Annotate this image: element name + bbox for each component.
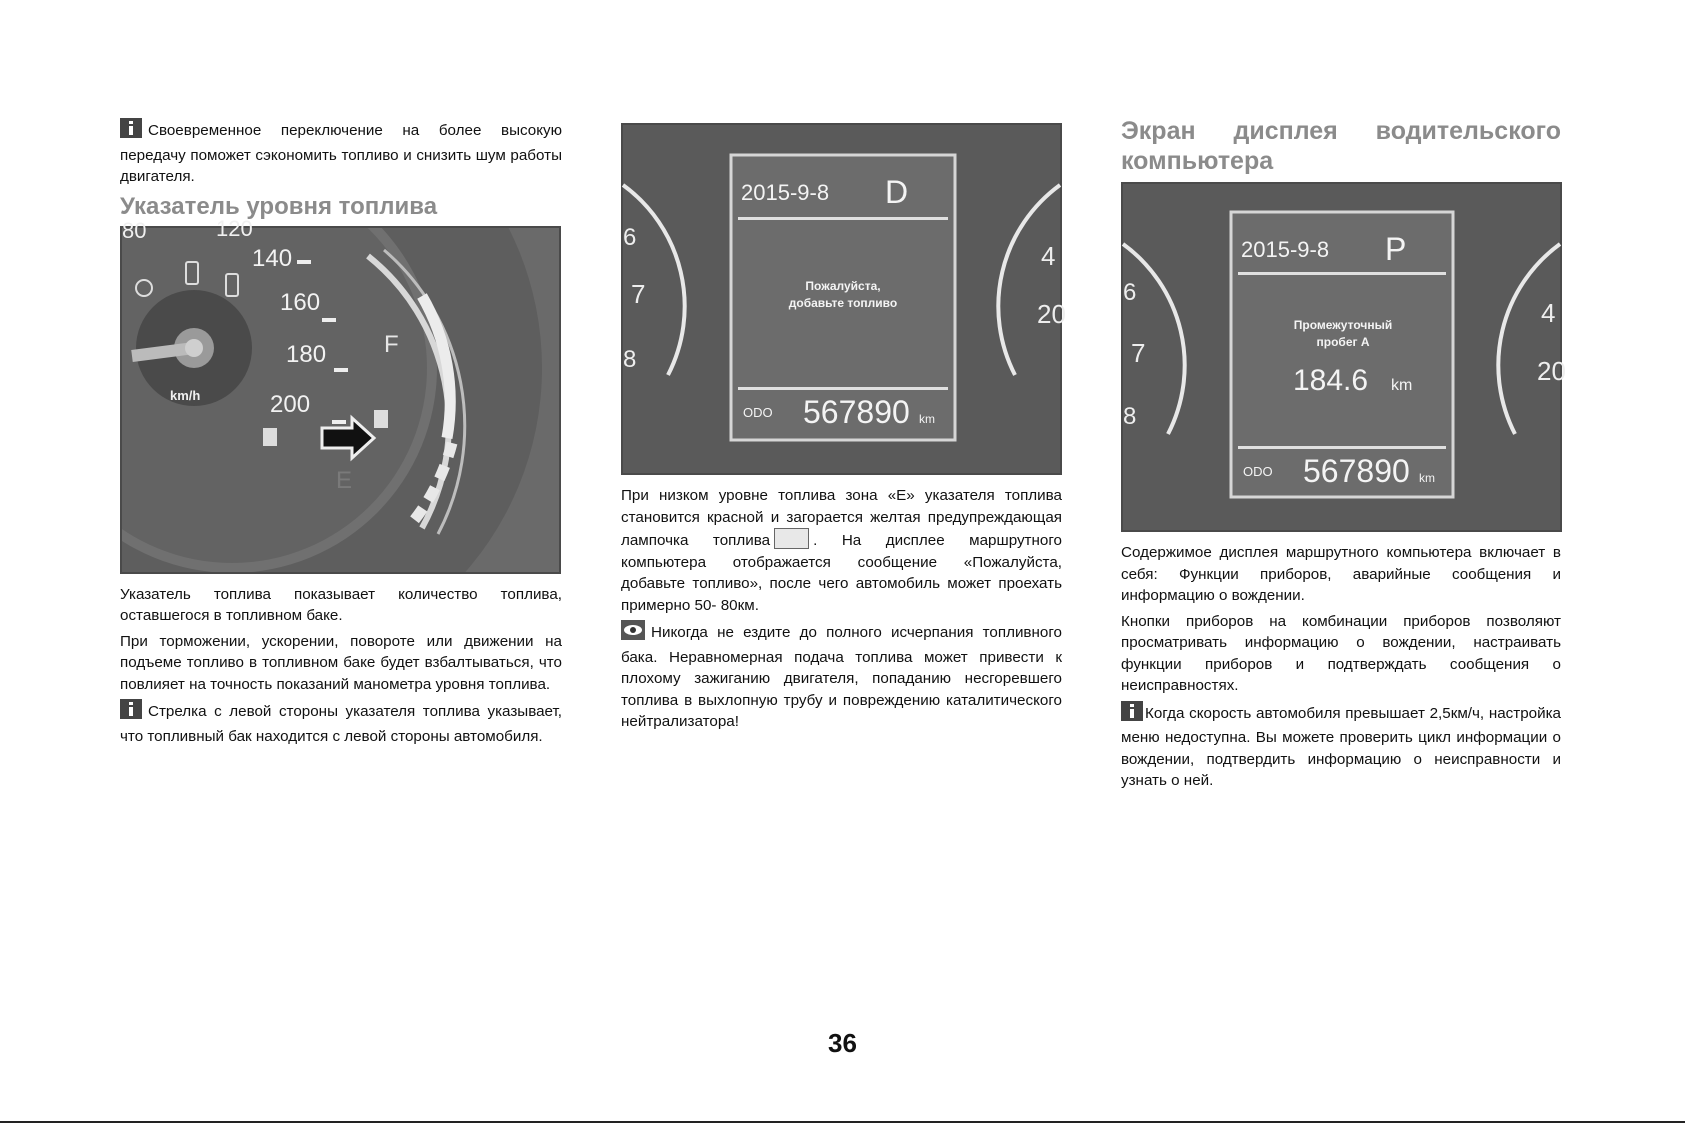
- low-fuel-para-text: При низком уровне топлива зона «E» указателя топлива становится красной и загорается желтая предупреждающая лампочка топлива: [621, 487, 1062, 549]
- gauge-tick-140: 140: [252, 244, 293, 272]
- display-odo-unit: km: [1419, 471, 1435, 485]
- gauge-tick-180: 180: [286, 340, 327, 368]
- left-dial-tick-bottom: 8: [623, 346, 637, 373]
- fuel-gauge-figure: [120, 215, 561, 574]
- display-message-line-1: Промежуточный: [1293, 318, 1393, 332]
- fuel-full-mark: F: [384, 330, 399, 358]
- gauge-tick-160: 160: [280, 288, 321, 316]
- trip-computer-para-1: Содержимое дисплея маршрутного компьютера включает в себя: Функции приборов, аварийные сообщения и информацию о вождении.: [1121, 544, 1561, 604]
- fuel-empty-mark: E: [336, 466, 353, 494]
- display-message-line-2: пробег А: [1316, 335, 1370, 349]
- trip-computer-note: [1121, 701, 1561, 792]
- trip-computer-heading: Экран дисплея водительского компьютера: [1121, 117, 1561, 175]
- gauge-tick-80: 80: [122, 217, 147, 243]
- gauge-unit: km/h: [170, 387, 201, 403]
- left-dial-tick-bottom: 8: [1123, 403, 1137, 430]
- display-date: 2015-9-8: [741, 180, 830, 205]
- intro-note: [120, 118, 562, 188]
- display-message-line-1: Пожалуйста,: [805, 279, 881, 293]
- left-dial-tick-top: 6: [623, 224, 637, 251]
- gauge-tick-200: 200: [270, 390, 311, 418]
- display-odo-unit: km: [919, 412, 935, 426]
- gauge-tick-120: 120: [216, 215, 253, 241]
- fuel-gauge-para-2: При торможении, ускорении, повороте или движении на подъеме топливо в топливном баке будет взбалтываться, что повлияет на точность показаний манометра уровня топлива.: [120, 632, 562, 693]
- trip-computer-display-figure: [1121, 182, 1566, 532]
- display-odo-value: 567890: [803, 394, 910, 430]
- fuel-gauge-note-text: Стрелка с левой стороны указателя топлива указывает, что топливный бак находится с левой стороны автомобиля.: [120, 703, 562, 745]
- fuel-warning-note: [621, 620, 1062, 733]
- right-dial-tick-top: 4: [1041, 241, 1056, 271]
- fuel-gauge-para-1: Указатель топлива показывает количество топлива, оставшегося в топливном баке.: [120, 585, 562, 624]
- display-gear: P: [1385, 231, 1407, 267]
- display-trip-unit: km: [1391, 377, 1413, 394]
- column-middle: [621, 118, 1066, 737]
- info-icon: [1121, 701, 1143, 728]
- display-odo-value: 567890: [1303, 453, 1410, 489]
- fuel-warning-text: Никогда не ездите до полного исчерпания топливного бака. Неравномерная подача топлива может привести к плохому зажиганию двигателя, попаданию несгоревшего топлива в выхлопную трубу и повреждению каталитического нейтрализатора!: [621, 624, 1062, 730]
- fuel-gauge-note: [120, 699, 562, 747]
- left-dial-tick-top: 6: [1123, 279, 1137, 306]
- display-odo-label: ODO: [743, 405, 773, 420]
- column-left: [120, 118, 562, 751]
- left-dial-tick-mid: 7: [1131, 338, 1146, 368]
- display-gear: D: [885, 174, 909, 210]
- display-trip-value: 184.6: [1293, 364, 1369, 397]
- right-dial-tick-mid: 20: [1037, 299, 1066, 329]
- display-date: 2015-9-8: [1241, 237, 1330, 262]
- fuel-gauge-heading: Указатель уровня топлива: [120, 192, 438, 220]
- warning-eye-icon: [621, 620, 645, 647]
- right-dial-tick-mid: 20: [1537, 356, 1566, 386]
- low-fuel-para: [621, 485, 1062, 616]
- right-dial-tick-top: 4: [1541, 298, 1556, 328]
- left-dial-tick-mid: 7: [631, 279, 646, 309]
- page-number: 36: [828, 1028, 857, 1058]
- info-icon: [120, 699, 142, 726]
- low-fuel-display-figure: [621, 123, 1066, 475]
- fuel-warning-lamp-icon: [774, 528, 809, 549]
- trip-computer-note-text: Когда скорость автомобиля превышает 2,5км/ч, настройка меню недоступна. Вы можете проверить цикл информации о вождении, подтвердить информацию о неисправности и узнать о ней.: [1121, 704, 1561, 789]
- trip-computer-para-2: Кнопки приборов на комбинации приборов позволяют просматривать информацию о вождении, настраивать функции приборов и подтверждать сообщения о неисправностях.: [1121, 612, 1561, 694]
- column-right: [1121, 117, 1566, 796]
- intro-note-text: Своевременное переключение на более высокую передачу поможет сэкономить топливо и снизить шум работы двигателя.: [120, 122, 562, 185]
- display-message-line-2: добавьте топливо: [788, 296, 898, 310]
- display-odo-label: ODO: [1243, 464, 1273, 479]
- low-fuel-para-text-end: . На дисплее маршрутного компьютера отображается сообщение «Пожалуйста, добавьте топливо», после чего автомобиль может проехать примерно 50- 80км.: [621, 532, 1063, 614]
- info-icon: [120, 118, 142, 145]
